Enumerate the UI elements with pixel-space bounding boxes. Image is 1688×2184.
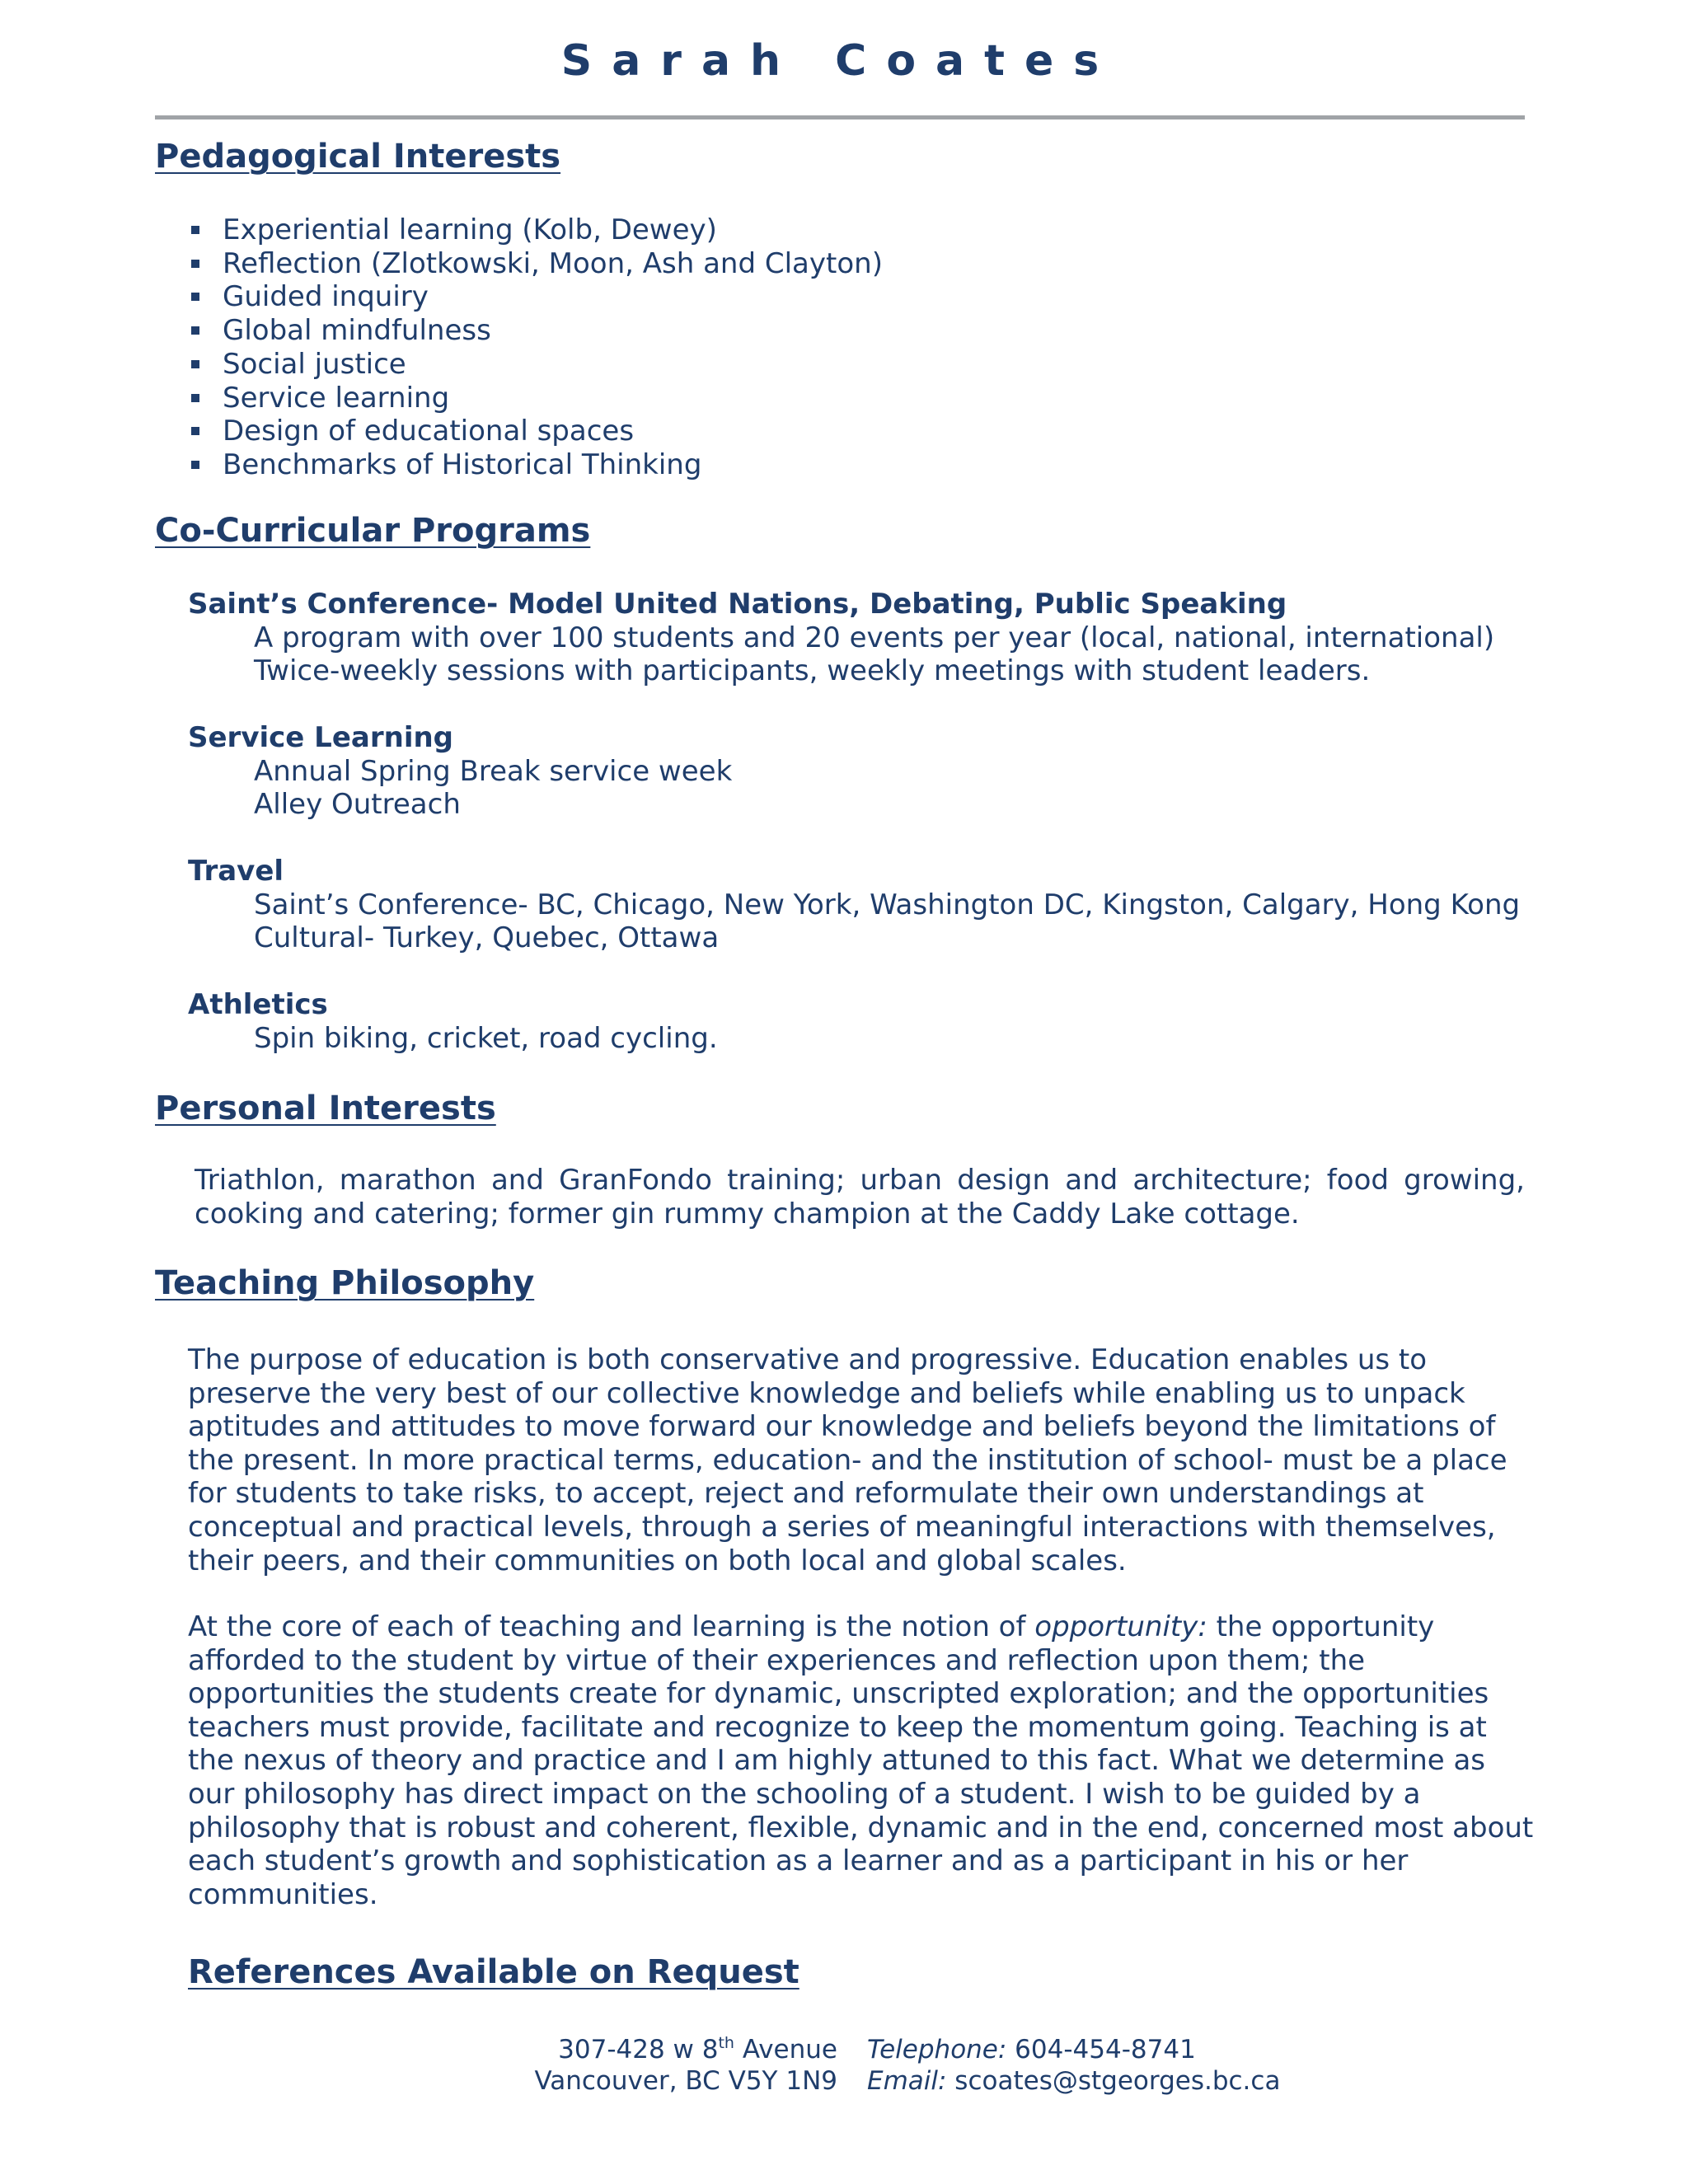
paragraph-line: conceptual and practical levels, through a series of meaningful interactions with themselves, (188, 1510, 1496, 1544)
paragraph-line: afforded to the student by virtue of their experiences and reflection upon them; the (188, 1643, 1366, 1677)
paragraph-line: each student’s growth and sophistication as a learner and as a participant in his or her (188, 1844, 1409, 1878)
list-item: Guided inquiry (188, 280, 883, 314)
bullet-square-icon (191, 226, 199, 234)
paragraph-line: opportunities the students create for dynamic, unscripted exploration; and the opportunities (188, 1677, 1489, 1711)
emphasis-opportunity: opportunity: (1034, 1610, 1207, 1643)
list-item: Experiential learning (Kolb, Dewey) (188, 213, 883, 247)
city-line: Vancouver, BC V5Y 1N9 (534, 2066, 837, 2096)
program-title-athletics: Athletics (188, 988, 328, 1021)
footer-address (534, 2034, 837, 2097)
list-item: Design of educational spaces (188, 415, 883, 448)
paragraph-line: our philosophy has direct impact on the schooling of a student. I wish to be guided by a (188, 1777, 1421, 1811)
program-detail: Twice-weekly sessions with participants, weekly meetings with student leaders. (254, 654, 1371, 687)
list-item: Global mindfulness (188, 314, 883, 348)
paragraph-line: The purpose of education is both conservative and progressive. Education enables us to (188, 1343, 1428, 1376)
program-detail: Cultural- Turkey, Quebec, Ottawa (254, 921, 720, 954)
philosophy-paragraph-2 (188, 1610, 1540, 1911)
heading-teaching-philosophy: Teaching Philosophy (155, 1264, 535, 1302)
program-detail: Saint’s Conference- BC, Chicago, New York, Washington DC, Kingston, Calgary, Hong Kong (254, 888, 1521, 921)
paragraph-line: At the core of each of teaching and learning is the notion of opportunity: the opportunity (188, 1610, 1435, 1643)
paragraph-line: communities. (188, 1877, 378, 1911)
philosophy-paragraph-1 (188, 1343, 1540, 1577)
list-item: Social justice (188, 348, 883, 382)
candidate-name: Sarah Coates (560, 36, 1119, 86)
paragraph-line: the present. In more practical terms, education- and the institution of school- must be a place (188, 1443, 1507, 1477)
pedagogical-interests-list (188, 213, 883, 482)
heading-co-curricular-programs: Co-Curricular Programs (155, 512, 591, 550)
personal-interests-text: Triathlon, marathon and GranFondo training; urban design and architecture; food growing, cooking and catering; former gin rummy champion at the Caddy Lake cottage. (195, 1164, 1525, 1230)
program-detail: Alley Outreach (254, 788, 461, 821)
program-detail: Annual Spring Break service week (254, 755, 733, 788)
bullet-square-icon (191, 260, 199, 268)
list-item: Reflection (Zlotkowski, Moon, Ash and Clayton) (188, 247, 883, 281)
program-title-service-learning: Service Learning (188, 721, 454, 754)
bullet-square-icon (191, 293, 199, 301)
address-line: 307-428 w 8th Avenue (558, 2034, 837, 2064)
program-detail: A program with over 100 students and 20 events per year (local, national, international) (254, 621, 1495, 654)
header-divider (155, 115, 1525, 120)
paragraph-line: preserve the very best of our collective knowledge and beliefs while enabling us to unpack (188, 1376, 1465, 1410)
heading-references: References Available on Request (188, 1953, 799, 1991)
footer-contact (867, 2034, 1280, 2097)
email-address[interactable]: scoates@stgeorges.bc.ca (946, 2066, 1281, 2096)
bullet-square-icon (191, 394, 199, 402)
paragraph-line: aptitudes and attitudes to move forward our knowledge and beliefs beyond the limitations of (188, 1410, 1496, 1444)
program-detail: Spin biking, cricket, road cycling. (254, 1022, 718, 1055)
email-line: Email: scoates@stgeorges.bc.ca (867, 2066, 1281, 2096)
paragraph-line: for students to take risks, to accept, reject and reformulate their own understandings at (188, 1477, 1424, 1511)
phone-line: Telephone: 604-454-8741 (867, 2035, 1196, 2064)
list-item: Service learning (188, 382, 883, 415)
bullet-square-icon (191, 360, 199, 368)
paragraph-line: philosophy that is robust and coherent, flexible, dynamic and in the end, concerned most about (188, 1811, 1534, 1844)
heading-personal-interests: Personal Interests (155, 1090, 496, 1127)
list-item: Benchmarks of Historical Thinking (188, 448, 883, 482)
paragraph-line: their peers, and their communities on both local and global scales. (188, 1544, 1127, 1577)
phone-number: 604-454-8741 (1006, 2035, 1196, 2064)
heading-pedagogical-interests: Pedagogical Interests (155, 138, 561, 176)
bullet-square-icon (191, 461, 199, 469)
bullet-square-icon (191, 326, 199, 335)
program-title-saints-conference: Saint’s Conference- Model United Nations, Debating, Public Speaking (188, 588, 1287, 621)
bullet-square-icon (191, 427, 199, 435)
paragraph-line: the nexus of theory and practice and I am highly attuned to this fact. What we determine as (188, 1744, 1486, 1778)
paragraph-line: teachers must provide, facilitate and recognize to keep the momentum going. Teaching is at (188, 1710, 1487, 1744)
program-title-travel: Travel (188, 855, 284, 888)
